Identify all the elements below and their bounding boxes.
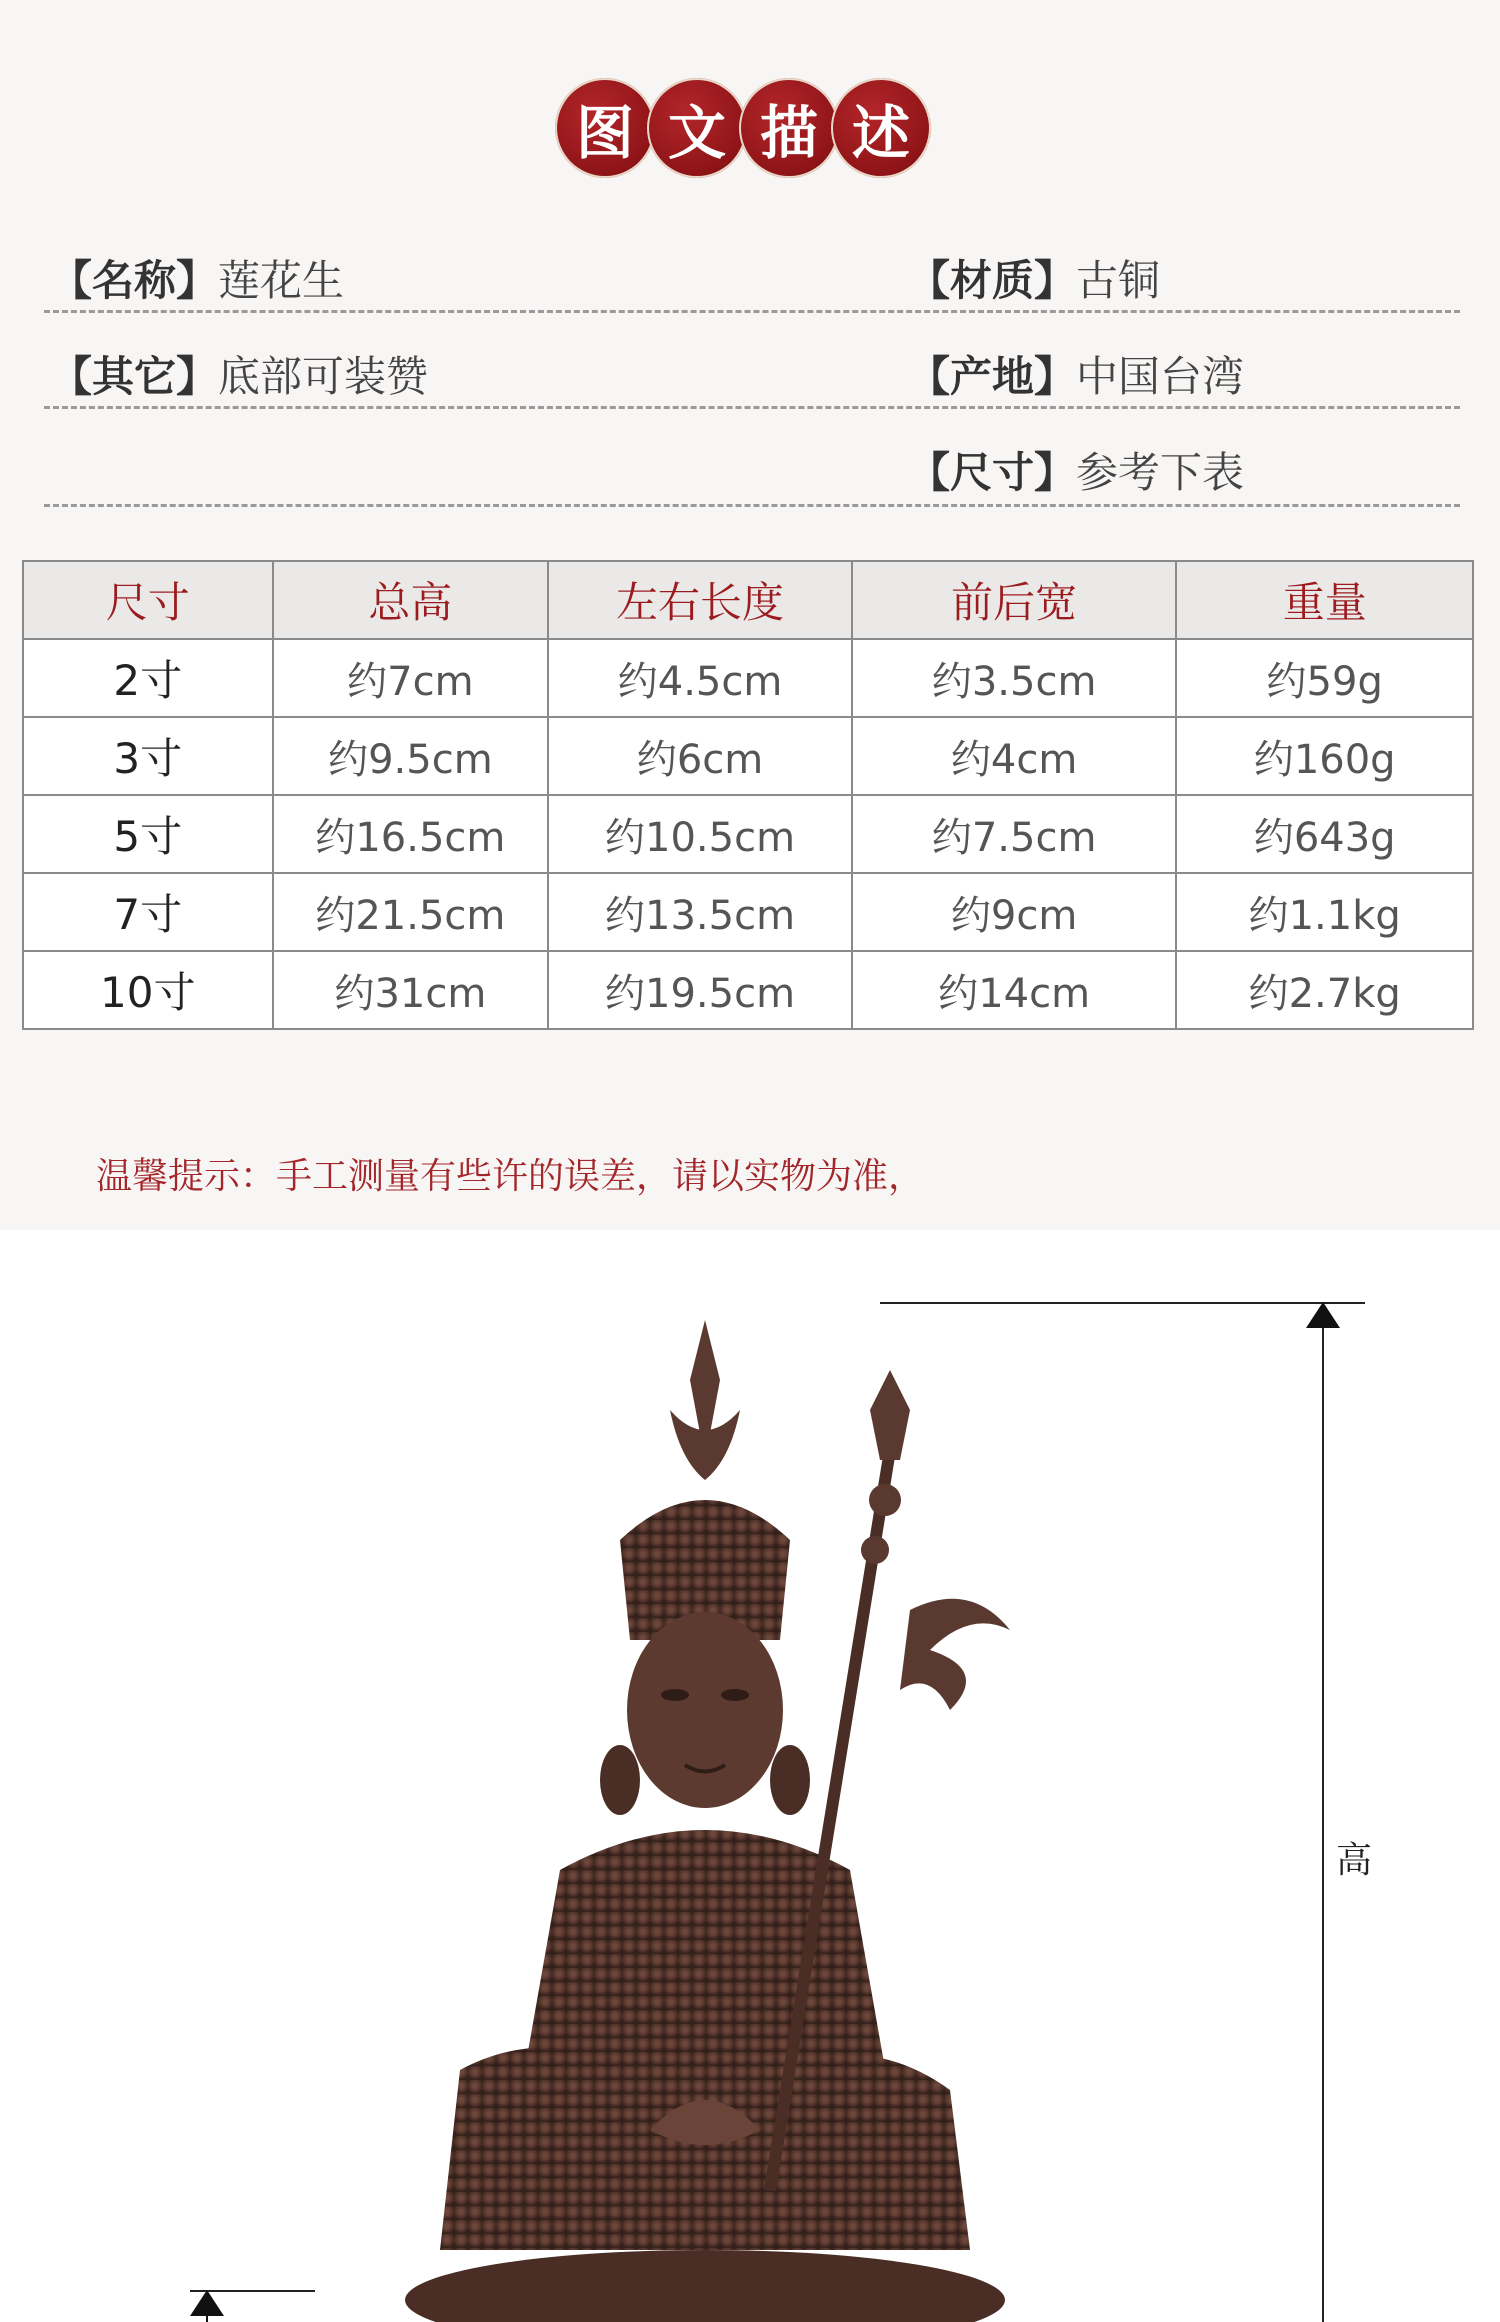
cell-depth: 约3.5cm: [852, 639, 1177, 717]
arrow-up-icon: [1306, 1302, 1340, 1328]
cell-height: 约9.5cm: [273, 717, 549, 795]
cell-weight: 约59g: [1176, 639, 1473, 717]
cell-size: 7寸: [23, 873, 273, 951]
info-other-key: 【其它】: [50, 352, 219, 401]
divider: [44, 504, 1460, 507]
header-depth: 前后宽: [852, 561, 1177, 639]
cell-height: 约16.5cm: [273, 795, 549, 873]
divider: [44, 310, 1460, 313]
table-row: [23, 639, 1473, 717]
header-size: 尺寸: [23, 561, 273, 639]
arrow-up-icon: [190, 2290, 224, 2322]
info-origin-value: 中国台湾: [1076, 352, 1245, 401]
cell-weight: 约2.7kg: [1176, 951, 1473, 1029]
table-row: [23, 873, 1473, 951]
size-spec-table: [22, 560, 1474, 1030]
measurement-tip: 温馨提示：手工测量有些许的误差，请以实物为准，: [96, 1156, 925, 1197]
info-origin: [908, 344, 1244, 404]
cell-size: 5寸: [23, 795, 273, 873]
height-dimension-line: [1322, 1310, 1324, 2322]
info-material-key: 【材质】: [908, 256, 1077, 305]
cell-size: 10寸: [23, 951, 273, 1029]
cell-depth: 约9cm: [852, 873, 1177, 951]
cell-weight: 约160g: [1176, 717, 1473, 795]
header-total-height: 总高: [273, 561, 549, 639]
cell-height: 约7cm: [273, 639, 549, 717]
cell-depth: 约4cm: [852, 717, 1177, 795]
header-width: 左右长度: [548, 561, 852, 639]
title-char: 述: [831, 78, 931, 178]
info-origin-key: 【产地】: [908, 352, 1077, 401]
title-char: 图: [555, 78, 655, 178]
info-name-key: 【名称】: [50, 256, 219, 305]
table-row: [23, 795, 1473, 873]
cell-height: 约21.5cm: [273, 873, 549, 951]
cell-width: 约4.5cm: [548, 639, 852, 717]
cell-width: 约13.5cm: [548, 873, 852, 951]
cell-depth: 约7.5cm: [852, 795, 1177, 873]
section-title: [555, 78, 923, 178]
info-other-value: 底部可装赞: [218, 352, 429, 401]
cell-width: 约19.5cm: [548, 951, 852, 1029]
header-weight: 重量: [1176, 561, 1473, 639]
info-name-value: 莲花生: [218, 256, 345, 305]
info-material-value: 古铜: [1076, 256, 1161, 305]
title-char: 描: [739, 78, 839, 178]
table-row: [23, 717, 1473, 795]
height-top-line: [880, 1302, 1365, 1304]
cell-depth: 约14cm: [852, 951, 1177, 1029]
padmasambhava-statue-image: [370, 1310, 1150, 2322]
cell-weight: 约643g: [1176, 795, 1473, 873]
info-name: [50, 248, 344, 308]
table-header-row: [23, 561, 1473, 639]
cell-weight: 约1.1kg: [1176, 873, 1473, 951]
info-size-value: 参考下表: [1076, 448, 1245, 497]
info-size-key: 【尺寸】: [908, 448, 1077, 497]
info-material: [908, 248, 1160, 308]
divider: [44, 406, 1460, 409]
title-char: 文: [647, 78, 747, 178]
table-row: [23, 951, 1473, 1029]
cell-width: 约6cm: [548, 717, 852, 795]
cell-size: 3寸: [23, 717, 273, 795]
info-size: [908, 440, 1244, 500]
cell-size: 2寸: [23, 639, 273, 717]
cell-width: 约10.5cm: [548, 795, 852, 873]
info-other: [50, 344, 428, 404]
height-label: 高: [1336, 1840, 1373, 1881]
cell-height: 约31cm: [273, 951, 549, 1029]
